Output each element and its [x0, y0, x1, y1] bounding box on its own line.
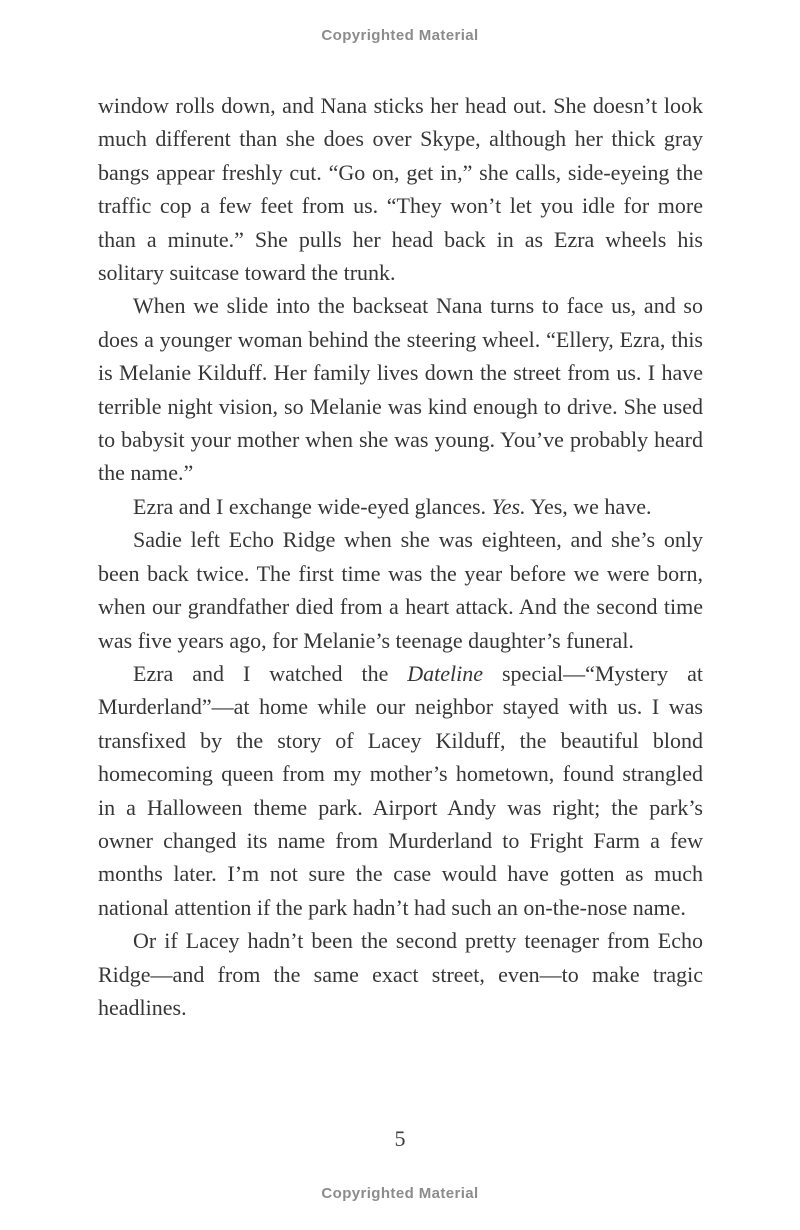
- paragraph: [98, 89, 703, 289]
- paragraph: [98, 657, 703, 924]
- text-run: Ezra and I watched the: [133, 660, 408, 686]
- paragraph: [98, 523, 703, 657]
- text-run: Sadie left Echo Ridge when she was eighteen, and she’s only been back twice. The first time was the year before we were born, when our grandfather died from a heart attack. And the second time was five years ago, for Melanie’s teenage daughter’s funeral.: [98, 527, 703, 653]
- copyright-notice-top: Copyrighted Material: [321, 27, 479, 44]
- text-run: Yes, we have.: [525, 493, 652, 519]
- italic-text-run: Yes.: [491, 493, 526, 519]
- text-run: Ezra and I exchange wide-eyed glances.: [133, 493, 492, 519]
- text-run: special—“Mystery at Murderland”—at home while our neighbor stayed with us. I was transfixed by the story of Lacey Kilduff, the beautiful blond homecoming queen from my mother’s hometown, found strangled in a Halloween theme park. Airport Andy was right; the park’s owner changed its name from Murderland to Fright Farm a few months later. I’m not sure the case would have gotten as much national attention if the park hadn’t had such an on-the-nose name.: [98, 660, 703, 920]
- paragraph: [98, 924, 703, 1024]
- body-text: [98, 89, 703, 1024]
- text-run: Or if Lacey hadn’t been the second pretty teenager from Echo Ridge—and from the same exact street, even—to make tragic headlines.: [98, 928, 703, 1020]
- copyright-notice-bottom: Copyrighted Material: [321, 1185, 479, 1202]
- text-run: When we slide into the backseat Nana turns to face us, and so does a younger woman behind the steering wheel. “Ellery, Ezra, this is Melanie Kilduff. Her family lives down the street from us. I have terrible night vision, so Melanie was kind enough to drive. She used to babysit your mother when she was young. You’ve probably heard the name.”: [98, 293, 703, 486]
- italic-text-run: Dateline: [407, 660, 484, 686]
- page-number: 5: [394, 1126, 406, 1151]
- paragraph: [98, 490, 703, 523]
- paragraph: [98, 289, 703, 489]
- text-run: window rolls down, and Nana sticks her head out. She doesn’t look much different than she does over Skype, although her thick gray bangs appear freshly cut. “Go on, get in,” she calls, side-eyeing the traffic cop a few feet from us. “They won’t let you idle for more than a minute.” She pulls her head back in as Ezra wheels his solitary suitcase toward the trunk.: [98, 93, 703, 286]
